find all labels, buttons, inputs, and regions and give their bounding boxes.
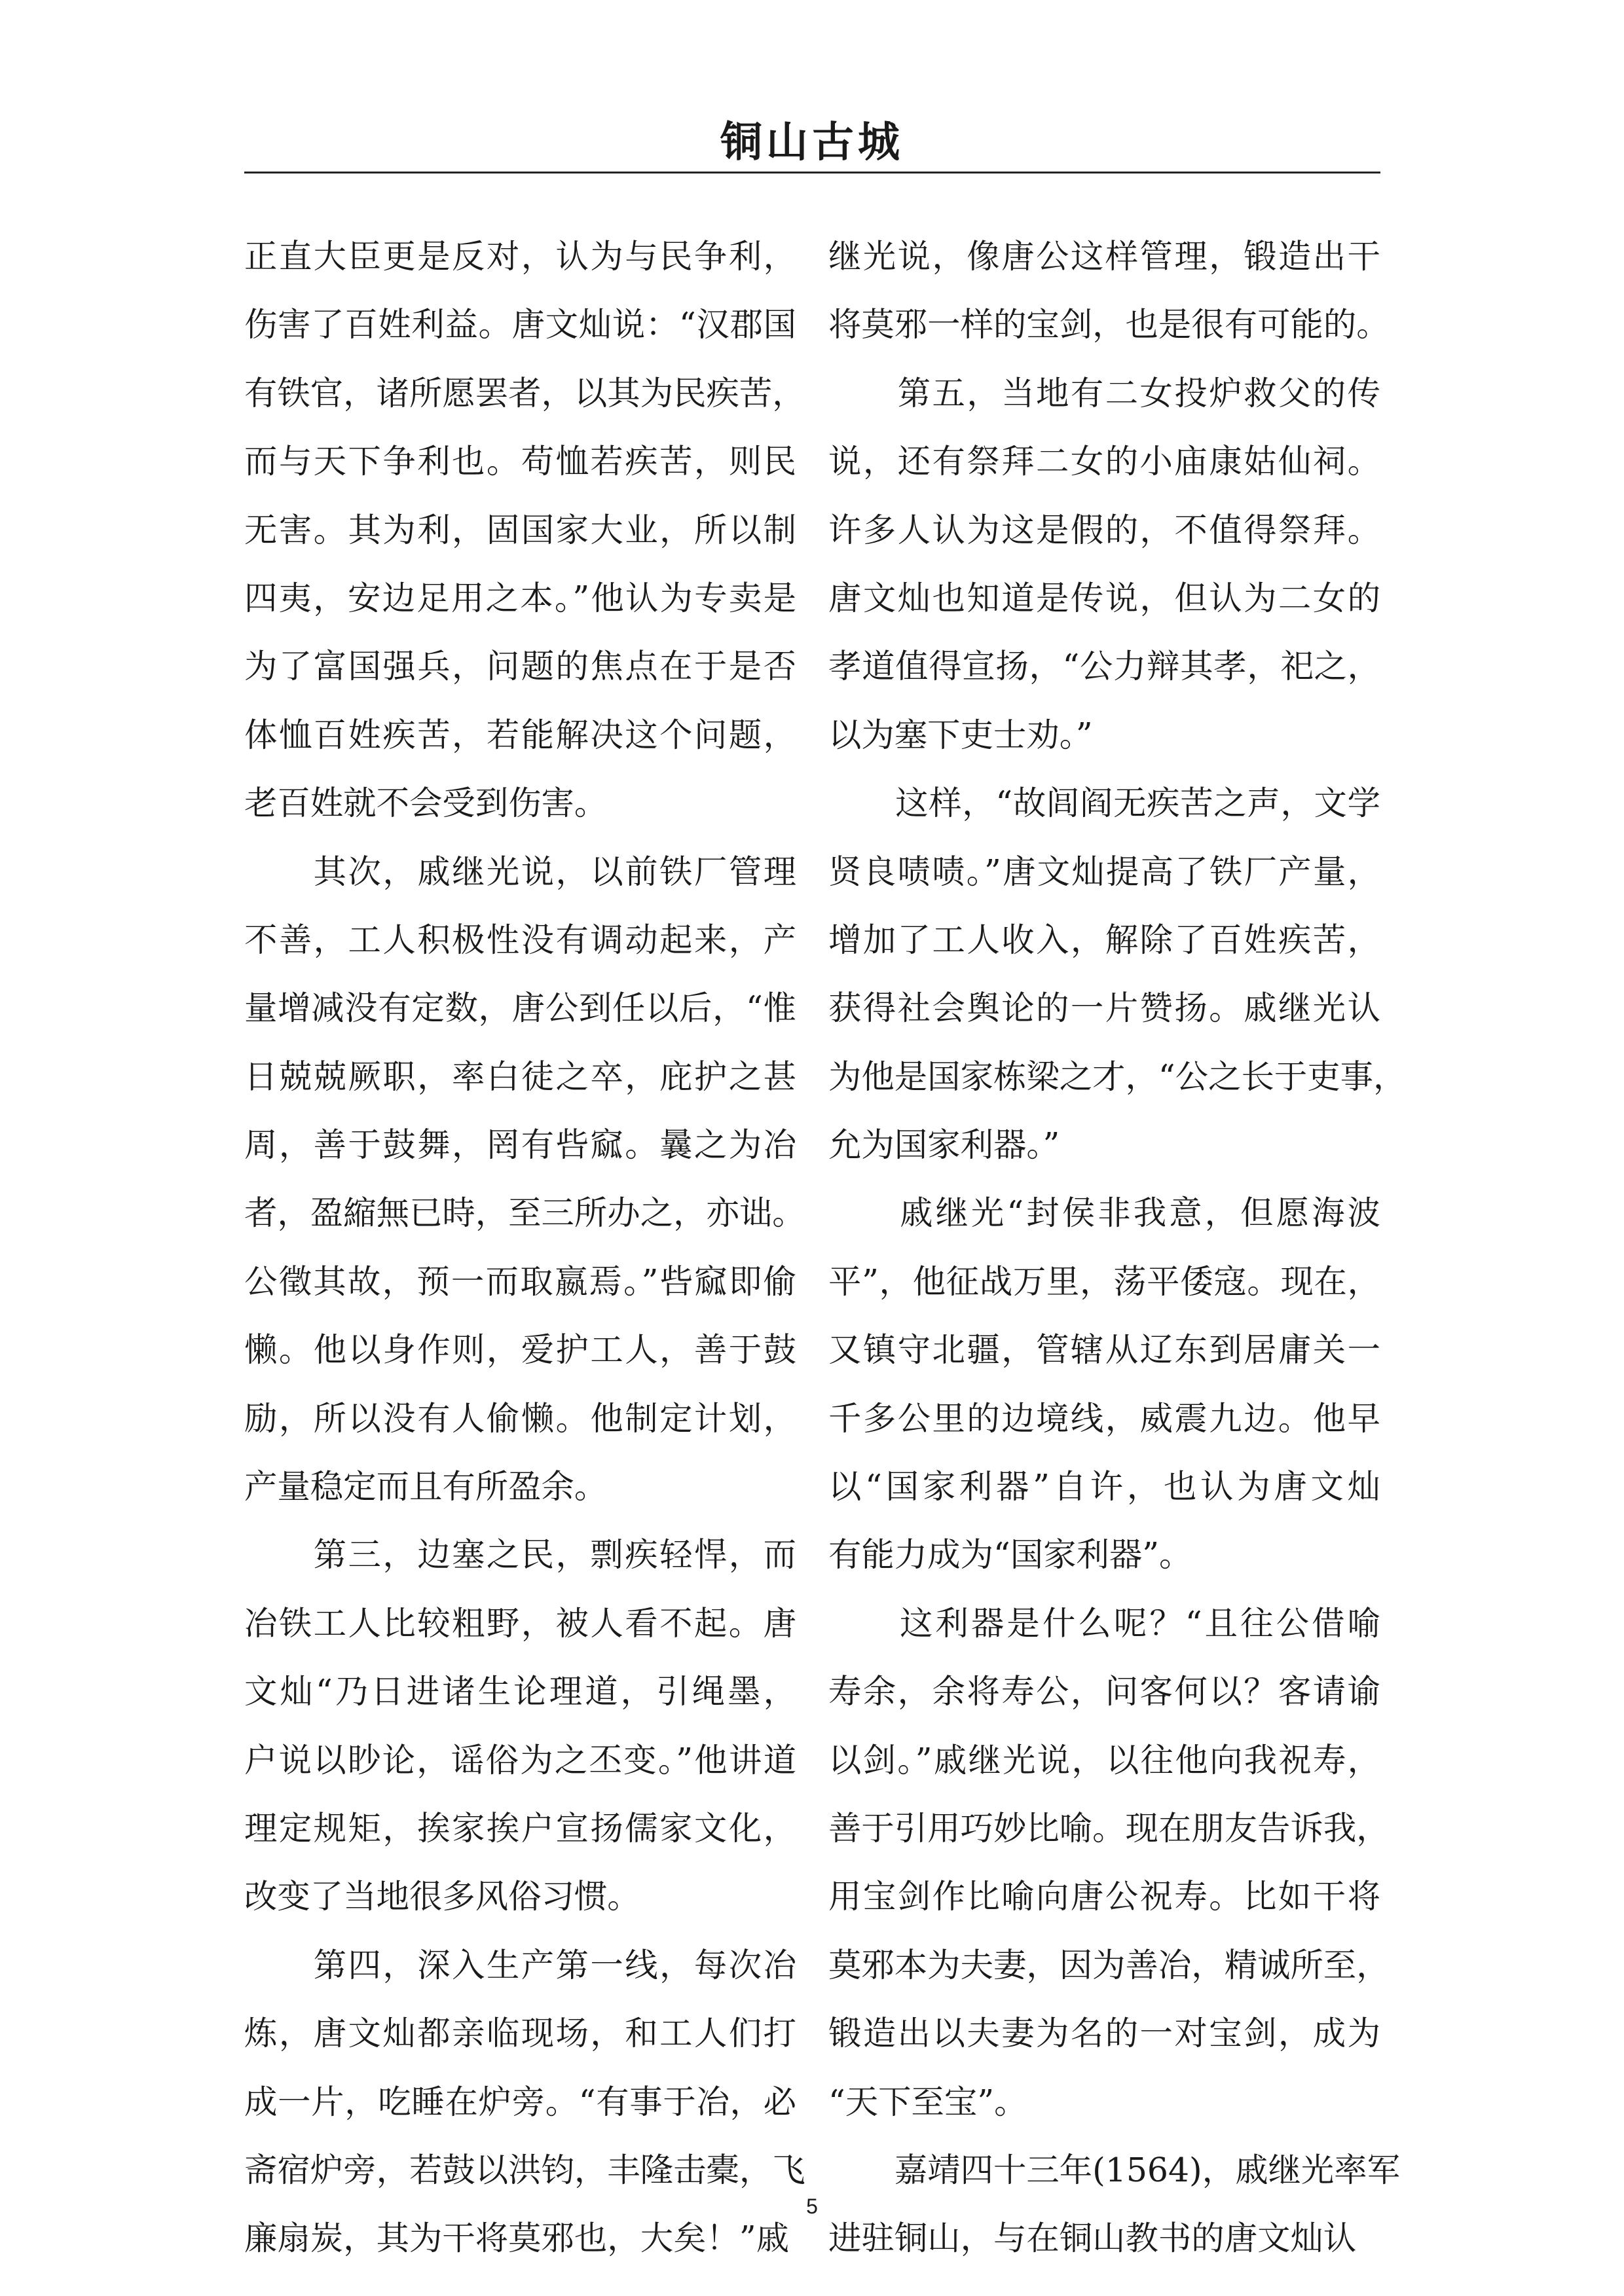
text-line: “天下至宝”。: [828, 2082, 1027, 2121]
text-line: 继光说，像唐公这样管理，锻造出干: [828, 237, 1380, 276]
paragraph: [828, 223, 1390, 359]
text-line: 许多人认为这是假的，不值得祭拜。: [828, 510, 1380, 549]
text-line: 唐文灿也知道是传说，但认为二女的: [828, 578, 1380, 617]
paragraph: [244, 223, 805, 838]
text-line: 以“国家利器”自许，也认为唐文灿: [828, 1467, 1380, 1506]
text-line: 伤害了百姓利益。唐文灿说：“汉郡国: [244, 305, 796, 344]
text-line: 第五，当地有二女投炉救父的传: [828, 373, 1380, 412]
text-line: 产量稳定而且有所盈余。: [244, 1467, 608, 1506]
text-line: 老百姓就不会受到伤害。: [244, 784, 608, 823]
paragraph: [244, 838, 805, 1522]
text-line: 户说以眇论，谣俗为之丕变。”他讲道: [244, 1740, 796, 1779]
text-line: 锻造出以夫妻为名的一对宝剑，成为: [828, 2014, 1380, 2053]
text-line: 四夷，安边足用之本。”他认为专卖是: [244, 578, 796, 617]
text-line: 这样，“故闾阎无疾苦之声，文学: [828, 784, 1380, 823]
text-line: 炼，唐文灿都亲临现场，和工人们打: [244, 2014, 796, 2053]
text-line: 其次，戚继光说，以前铁厂管理: [244, 852, 796, 891]
text-line: 理定规矩，挨家挨户宣扬儒家文化，: [244, 1808, 796, 1848]
text-line: 为他是国家栋梁之才，“公之长于吏事，: [828, 1057, 1407, 1096]
text-line: 又镇守北疆，管辖从辽东到居庸关一: [828, 1330, 1380, 1370]
text-line: 有铁官，诸所愿罢者，以其为民疾苦，: [244, 373, 805, 412]
text-line: 周，善于鼓舞，罔有呰窳。曩之为冶: [244, 1125, 796, 1165]
text-line: 莫邪本为夫妻，因为善冶，精诚所至，: [828, 1945, 1390, 1984]
text-line: 而与天下争利也。苟恤若疾苦，则民: [244, 442, 796, 481]
text-line: 正直大臣更是反对，认为与民争利，: [244, 237, 796, 276]
text-line: 成一片，吃睡在炉旁。“有事于冶，必: [244, 2082, 796, 2121]
text-line: 用宝剑作比喻向唐公祝寿。比如干将: [828, 1877, 1380, 1916]
page-number: 5: [806, 2195, 818, 2218]
left-column: [244, 223, 805, 2273]
text-line: 获得社会舆论的一片赞扬。戚继光认: [828, 989, 1380, 1028]
text-line: 为了富国强兵，问题的焦点在于是否: [244, 647, 796, 686]
text-line: 文灿“乃日进诸生论理道，引绳墨，: [244, 1672, 796, 1711]
text-line: 贤良啧啧。”唐文灿提高了铁厂产量，: [828, 852, 1380, 891]
text-line: 嘉靖四十三年(1564)，戚继光率军: [828, 2150, 1401, 2189]
text-line: 懒。他以身作则，爱护工人，善于鼓: [244, 1330, 796, 1370]
right-column: [828, 223, 1407, 2273]
text-line: 进驻铜山，与在铜山教书的唐文灿认: [828, 2219, 1357, 2258]
paragraph: [828, 359, 1380, 769]
text-line: 千多公里的边境线，威震九边。他早: [828, 1398, 1380, 1438]
text-line: 这利器是什么呢？“且往公借喻: [828, 1603, 1380, 1643]
text-line: 无害。其为利，固国家大业，所以制: [244, 510, 796, 549]
text-line: 第四，深入生产第一线，每次冶: [244, 1945, 796, 1984]
text-line: 增加了工人收入，解除了百姓疾苦，: [828, 920, 1380, 959]
text-line: 者，盈縮無已時，至三所办之，亦诎。: [244, 1194, 805, 1233]
text-line: 公徵其故，预一而取嬴焉。”呰窳即偷: [244, 1262, 796, 1301]
text-line: 以剑。”戚继光说，以往他向我祝寿，: [828, 1740, 1380, 1779]
text-line: 将莫邪一样的宝剑，也是很有可能的。: [828, 305, 1390, 344]
paragraph: [244, 1521, 796, 1931]
text-line: 寿余，余将寿公，问客何以？客请谕: [828, 1672, 1380, 1711]
paragraph: [828, 1179, 1380, 1589]
paragraph: [828, 1590, 1390, 2136]
text-line: 量增减没有定数，唐公到任以后，“惟: [244, 989, 796, 1028]
text-line: 廉扇炭，其为干将莫邪也，大矣！”戚: [244, 2219, 790, 2258]
text-line: 戚继光“封侯非我意，但愿海波: [828, 1194, 1380, 1233]
text-line: 不善，工人积极性没有调动起来，产: [244, 920, 796, 959]
text-line: 改变了当地很多风俗习惯。: [244, 1877, 640, 1916]
paragraph: [828, 769, 1407, 1179]
page-header-title: 铜山古城: [720, 118, 904, 167]
text-line: 平”，他征战万里，荡平倭寇。现在，: [828, 1262, 1380, 1301]
text-line: 允为国家利器。”: [828, 1125, 1060, 1165]
text-line: 第三，边塞之民，剽疾轻悍，而: [244, 1535, 796, 1575]
text-line: 以为塞下吏士劝。”: [828, 715, 1093, 754]
text-line: 说，还有祭拜二女的小庙康姑仙祠。: [828, 442, 1380, 481]
header-divider: [244, 172, 1380, 173]
text-line: 冶铁工人比较粗野，被人看不起。唐: [244, 1603, 796, 1643]
text-line: 日兢兢厥职，率白徒之卒，庇护之甚: [244, 1057, 796, 1096]
text-line: 励，所以没有人偷懒。他制定计划，: [244, 1398, 796, 1438]
text-line: 孝道值得宣扬，“公力辩其孝，祀之，: [828, 647, 1380, 686]
text-line: 善于引用巧妙比喻。现在朋友告诉我，: [828, 1808, 1390, 1848]
text-line: 体恤百姓疾苦，若能解决这个问题，: [244, 715, 796, 754]
paragraph: [244, 1931, 805, 2273]
text-line: 有能力成为“国家利器”。: [828, 1535, 1192, 1575]
text-line: 斋宿炉旁，若鼓以洪钧，丰隆击橐，飞: [244, 2150, 805, 2189]
